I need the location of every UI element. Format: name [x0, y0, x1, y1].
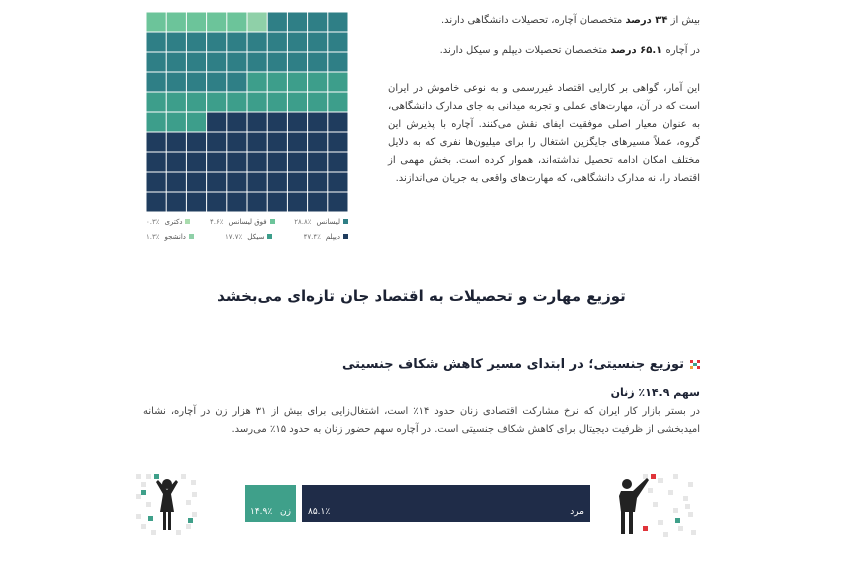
waffle-cell-diploma [268, 173, 287, 192]
waffle-cell-bachelor [147, 73, 166, 92]
waffle-cell-diploma [308, 193, 327, 212]
text-part: متخصصان آچاره، تحصیلات دانشگاهی دارند. [441, 15, 626, 26]
waffle-cell-diploma [187, 173, 206, 192]
women-label: زن [280, 507, 291, 517]
waffle-cell-bachelor [187, 53, 206, 72]
legend-value: ۱۷.۷٪ [225, 232, 243, 241]
section-heading: توزیع مهارت و تحصیلات به اقتصاد جان تازه‌ای می‌بخشد [217, 287, 626, 305]
text-part: بیش از [667, 15, 700, 26]
waffle-cell-cycle [268, 93, 287, 112]
waffle-cell-cycle [268, 73, 287, 92]
education-legend [146, 214, 348, 246]
legend-label: دکتری [164, 217, 183, 226]
waffle-cell-diploma [147, 173, 166, 192]
waffle-cell-diploma [288, 113, 307, 132]
legend-label: لیسانس [316, 217, 340, 226]
waffle-cell-bachelor [187, 33, 206, 52]
legend-value: ۲۸.۸٪ [294, 217, 312, 226]
waffle-cell-diploma [147, 193, 166, 212]
legend-item-cycle [225, 233, 272, 241]
waffle-cell-diploma [167, 133, 186, 152]
waffle-cell-cycle [288, 73, 307, 92]
men-bar [302, 485, 590, 522]
waffle-cell-diploma [308, 153, 327, 172]
waffle-cell-bachelor [147, 53, 166, 72]
waffle-cell-bachelor [288, 13, 307, 32]
waffle-cell-diploma [207, 173, 226, 192]
legend-value: ۱.۳٪ [146, 232, 160, 241]
waffle-cell-cycle [308, 93, 327, 112]
education-text [388, 12, 700, 200]
gender-share-bar [245, 485, 590, 522]
waffle-cell-diploma [167, 153, 186, 172]
legend-row-1 [146, 214, 348, 229]
man-silhouette [619, 478, 649, 534]
waffle-cell-cycle [187, 93, 206, 112]
waffle-cell-diploma [268, 193, 287, 212]
waffle-cell-diploma [248, 133, 267, 152]
waffle-cell-diploma [167, 193, 186, 212]
legend-item-diploma [304, 233, 348, 241]
waffle-cell-cycle [248, 73, 267, 92]
education-paragraph-3: این آمار، گواهی بر کارایی اقتصاد غیررسمی و به نوعی خاموش در ایران است که در آن، مهارت‌های عملی و تجربه میدانی به جای مدارک دانشگاهی، به عنوان معیار اصلی موفقیت ایفای نقش می‌کنند. آچاره با پذیرش این گروه، عملاً مسیرهای جایگزین اشتغال را برای میلیون‌ها نفری که به دلایل مختلف امکان ادامه تحصیل نداشته‌اند، هموار کرده است. بخش مهمی از اقتصاد را، نه مدارک دانشگاهی، که مهارت‌های واقعی به جریان می‌اندازند. [388, 83, 700, 184]
waffle-cell-bachelor [308, 33, 327, 52]
waffle-cell-diploma [227, 113, 246, 132]
waffle-cell-diploma [328, 133, 347, 152]
legend-swatch [185, 219, 190, 224]
women-share-title: سهم ۱۴.۹٪ زنان [610, 386, 700, 399]
waffle-cell-masters [187, 13, 206, 32]
waffle-cell-student [248, 13, 267, 32]
pixel-mark-icon [690, 360, 700, 370]
waffle-cell-diploma [288, 173, 307, 192]
waffle-cell-bachelor [248, 33, 267, 52]
waffle-cell-bachelor [207, 33, 226, 52]
waffle-cell-bachelor [207, 53, 226, 72]
waffle-cell-cycle [187, 113, 206, 132]
highlight-number: ۳۴ درصد [625, 15, 668, 26]
legend-swatch [270, 219, 275, 224]
waffle-cell-bachelor [288, 33, 307, 52]
waffle-cell-bachelor [268, 13, 287, 32]
waffle-cell-masters [207, 13, 226, 32]
waffle-cell-diploma [207, 193, 226, 212]
men-value: ۸۵.۱٪ [308, 507, 331, 517]
waffle-cell-bachelor [227, 73, 246, 92]
waffle-cell-bachelor [288, 53, 307, 72]
waffle-cell-diploma [288, 153, 307, 172]
waffle-cell-bachelor [147, 33, 166, 52]
women-value: ۱۴.۹٪ [250, 507, 273, 517]
waffle-cell-cycle [207, 93, 226, 112]
waffle-cell-diploma [328, 153, 347, 172]
gender-heading [342, 357, 700, 372]
legend-value: ۴.۶٪ [210, 217, 224, 226]
waffle-cell-diploma [308, 133, 327, 152]
waffle-cell-cycle [248, 93, 267, 112]
waffle-cell-diploma [227, 193, 246, 212]
waffle-cell-diploma [288, 133, 307, 152]
education-paragraph-2 [388, 42, 700, 60]
waffle-cell-masters [167, 13, 186, 32]
waffle-cell-diploma [207, 133, 226, 152]
waffle-cell-bachelor [227, 53, 246, 72]
waffle-cell-diploma [147, 153, 166, 172]
waffle-cell-diploma [187, 193, 206, 212]
waffle-cell-bachelor [308, 53, 327, 72]
waffle-cell-cycle [328, 93, 347, 112]
waffle-cell-diploma [268, 153, 287, 172]
text-part: متخصصان تحصیلات دیپلم و سیکل دارند. [439, 45, 611, 56]
waffle-cell-bachelor [328, 33, 347, 52]
legend-item-doctorate [146, 218, 190, 226]
legend-swatch [189, 234, 194, 239]
waffle-cell-diploma [268, 133, 287, 152]
legend-label: دیپلم [325, 232, 340, 241]
woman-figure-icon [136, 472, 198, 537]
waffle-cell-bachelor [268, 53, 287, 72]
waffle-cell-masters [147, 13, 166, 32]
legend-item-student [146, 233, 194, 241]
waffle-cell-diploma [248, 113, 267, 132]
waffle-cell-cycle [328, 73, 347, 92]
waffle-cell-diploma [207, 153, 226, 172]
waffle-cell-diploma [248, 153, 267, 172]
legend-value: ۴۷.۴٪ [303, 232, 321, 241]
legend-swatch [343, 219, 348, 224]
waffle-cell-cycle [288, 93, 307, 112]
men-label: مرد [570, 507, 584, 517]
waffle-cell-diploma [227, 173, 246, 192]
legend-label: فوق لیسانس [228, 217, 267, 226]
waffle-cell-masters [227, 13, 246, 32]
waffle-cell-diploma [268, 113, 287, 132]
gender-heading-text: توزیع جنسیتی؛ در ابتدای مسیر کاهش شکاف جنسیتی [341, 357, 684, 372]
waffle-cell-diploma [328, 113, 347, 132]
woman-silhouette [156, 479, 178, 530]
waffle-cell-diploma [147, 133, 166, 152]
waffle-cell-diploma [328, 173, 347, 192]
waffle-cell-bachelor [248, 53, 267, 72]
waffle-cell-diploma [308, 173, 327, 192]
education-paragraph-1 [388, 12, 700, 30]
waffle-cell-bachelor [268, 33, 287, 52]
waffle-cell-diploma [288, 193, 307, 212]
waffle-cell-diploma [167, 173, 186, 192]
waffle-cell-bachelor [328, 13, 347, 32]
legend-item-bachelor [294, 218, 348, 226]
legend-value: ۰.۳٪ [146, 217, 160, 226]
text-part: در آچاره [662, 45, 700, 56]
gender-description: در بستر بازار کار ایران که نرخ مشارکت اقتصادی زنان حدود ۱۴٪ است، اشتغال‌زایی برای بیش از ۳۱ هزار زن در آچاره، نشانه امیدبخشی از ظرفیت دیجیتال برای کاهش شکاف جنسیتی است. در آچاره سهم حضور زنان به حدود ۱۵٪ می‌رسد. [143, 406, 701, 435]
waffle-cell-diploma [227, 133, 246, 152]
legend-row-2 [146, 229, 348, 244]
waffle-cell-bachelor [167, 73, 186, 92]
waffle-cell-bachelor [187, 73, 206, 92]
waffle-cell-bachelor [207, 73, 226, 92]
man-figure-icon [613, 472, 698, 537]
waffle-cell-diploma [227, 153, 246, 172]
education-waffle-chart [146, 12, 348, 212]
legend-swatch [267, 234, 272, 239]
waffle-cell-diploma [207, 113, 226, 132]
waffle-cell-diploma [308, 113, 327, 132]
waffle-cell-cycle [147, 93, 166, 112]
waffle-cell-cycle [227, 93, 246, 112]
women-bar [245, 485, 296, 522]
waffle-cell-bachelor [167, 33, 186, 52]
waffle-cell-diploma [248, 173, 267, 192]
waffle-cell-cycle [147, 113, 166, 132]
waffle-cell-diploma [187, 133, 206, 152]
legend-swatch [343, 234, 348, 239]
waffle-cell-diploma [248, 193, 267, 212]
legend-label: دانشجو [164, 232, 186, 241]
highlight-number: ۶۵.۱ درصد [610, 45, 663, 56]
waffle-cell-diploma [187, 153, 206, 172]
waffle-cell-cycle [167, 93, 186, 112]
legend-item-masters [210, 218, 275, 226]
waffle-cell-bachelor [227, 33, 246, 52]
waffle-cell-cycle [308, 73, 327, 92]
legend-label: سیکل [247, 232, 265, 241]
waffle-cell-bachelor [328, 53, 347, 72]
waffle-cell-bachelor [167, 53, 186, 72]
waffle-cell-bachelor [308, 13, 327, 32]
waffle-cell-diploma [328, 193, 347, 212]
waffle-cell-cycle [167, 113, 186, 132]
